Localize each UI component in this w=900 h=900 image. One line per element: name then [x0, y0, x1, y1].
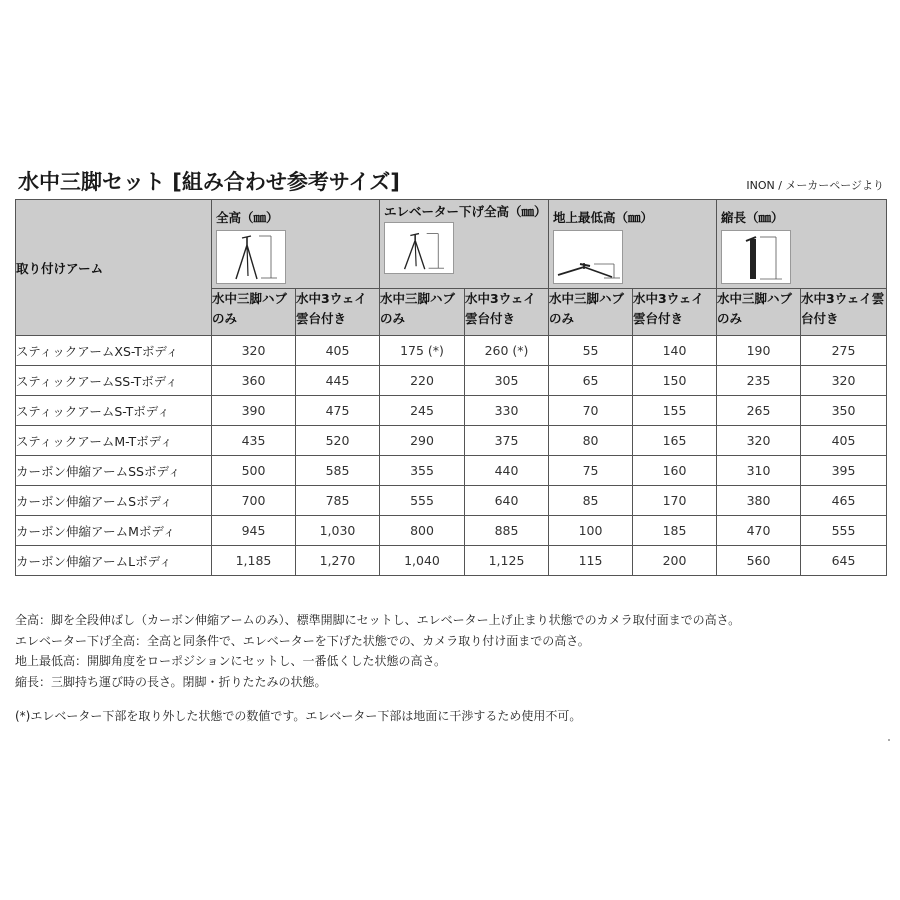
value-cell: 175 (*): [380, 336, 465, 366]
value-cell: 260 (*): [465, 336, 549, 366]
value-cell: 785: [296, 486, 380, 516]
value-cell: 170: [633, 486, 717, 516]
value-cell: 165: [633, 426, 717, 456]
value-cell: 1,030: [296, 516, 380, 546]
value-cell: 375: [465, 426, 549, 456]
value-cell: 800: [380, 516, 465, 546]
value-cell: 245: [380, 396, 465, 426]
group-header-full-height: [212, 200, 380, 289]
value-cell: 1,185: [212, 546, 296, 576]
value-cell: 440: [465, 456, 549, 486]
value-cell: 585: [296, 456, 380, 486]
group-label: 縮長（㎜）: [721, 210, 784, 225]
group-label: 全高（㎜）: [216, 210, 279, 225]
subheader-with-3way-head: 水中3ウェイ雲台付き: [296, 289, 380, 336]
value-cell: 290: [380, 426, 465, 456]
group-header-low-position: [549, 200, 717, 289]
subheader-hub-only: 水中三脚ハブのみ: [549, 289, 633, 336]
note-elevator-lowered: エレベーター下げ全高：全高と同条件で、エレベーターを下げた状態での、カメラ取り付け面までの高さ。: [15, 633, 590, 648]
arm-name-cell: スティックアームSS-Tボディ: [16, 366, 212, 396]
value-cell: 435: [212, 426, 296, 456]
source-credit: INON / メーカーページより: [746, 179, 884, 192]
note-full-height: 全高：脚を全段伸ばし（カーボン伸縮アームのみ）、標準開脚にセットし、エレベーター上げ止まり状態でのカメラ取付面までの高さ。: [15, 613, 741, 627]
value-cell: 190: [717, 336, 801, 366]
value-cell: 160: [633, 456, 717, 486]
value-cell: 390: [212, 396, 296, 426]
tripod-elevator-lowered-diagram: [384, 222, 454, 274]
group-header-elevator-lowered: [380, 200, 549, 289]
subheader-with-3way-head: 水中3ウェイ雲台付き: [465, 289, 549, 336]
value-cell: 115: [549, 546, 633, 576]
arm-name-cell: カーボン伸縮アームLボディ: [16, 546, 212, 576]
value-cell: 360: [212, 366, 296, 396]
value-cell: 85: [549, 486, 633, 516]
value-cell: 380: [717, 486, 801, 516]
value-cell: 520: [296, 426, 380, 456]
value-cell: 465: [801, 486, 887, 516]
value-cell: 470: [717, 516, 801, 546]
value-cell: 645: [801, 546, 887, 576]
size-spec-table: [15, 199, 887, 576]
table-row: [16, 516, 887, 546]
table-row: [16, 426, 887, 456]
subheader-with-3way-head: 水中3ウェイ雲台付き: [801, 289, 887, 336]
subheader-hub-only: 水中三脚ハブのみ: [380, 289, 465, 336]
table-row: [16, 336, 887, 366]
value-cell: 475: [296, 396, 380, 426]
tripod-full-height-diagram: [216, 230, 286, 284]
value-cell: 885: [465, 516, 549, 546]
arm-header-label: 取り付けアーム: [16, 260, 104, 276]
arm-name-cell: カーボン伸縮アームSSボディ: [16, 456, 212, 486]
note-folded-length: 縮長：三脚持ち運び時の長さ。閉脚・折りたたみの状態。: [15, 674, 327, 689]
arm-column-header: [16, 200, 212, 336]
value-cell: 500: [212, 456, 296, 486]
value-cell: 65: [549, 366, 633, 396]
value-cell: 235: [717, 366, 801, 396]
value-cell: 200: [633, 546, 717, 576]
arm-name-cell: スティックアームS-Tボディ: [16, 396, 212, 426]
value-cell: 320: [801, 366, 887, 396]
arm-name-cell: カーボン伸縮アームMボディ: [16, 516, 212, 546]
value-cell: 560: [717, 546, 801, 576]
value-cell: 320: [717, 426, 801, 456]
table-row: [16, 396, 887, 426]
value-cell: 55: [549, 336, 633, 366]
value-cell: 150: [633, 366, 717, 396]
value-cell: 640: [465, 486, 549, 516]
value-cell: 1,270: [296, 546, 380, 576]
value-cell: 220: [380, 366, 465, 396]
value-cell: 100: [549, 516, 633, 546]
value-cell: 355: [380, 456, 465, 486]
arm-name-cell: カーボン伸縮アームSボディ: [16, 486, 212, 516]
value-cell: 395: [801, 456, 887, 486]
group-label: 地上最低高（㎜）: [553, 210, 654, 225]
value-cell: 700: [212, 486, 296, 516]
value-cell: 320: [212, 336, 296, 366]
value-cell: 330: [465, 396, 549, 426]
value-cell: 945: [212, 516, 296, 546]
subheader-with-3way-head: 水中3ウェイ雲台付き: [633, 289, 717, 336]
stray-dot: [888, 739, 890, 741]
value-cell: 155: [633, 396, 717, 426]
value-cell: 310: [717, 456, 801, 486]
arm-name-cell: スティックアームM-Tボディ: [16, 426, 212, 456]
tripod-low-position-diagram: [553, 230, 623, 284]
tripod-folded-diagram: [721, 230, 791, 284]
value-cell: 80: [549, 426, 633, 456]
value-cell: 405: [801, 426, 887, 456]
value-cell: 1,040: [380, 546, 465, 576]
value-cell: 445: [296, 366, 380, 396]
group-header-folded-length: [717, 200, 887, 289]
value-cell: 275: [801, 336, 887, 366]
table-row: [16, 546, 887, 576]
table-row: [16, 456, 887, 486]
note-low-position: 地上最低高：開脚角度をローポジションにセットし、一番低くした状態の高さ。: [15, 654, 446, 668]
group-label: エレベーター下げ全高（㎜）: [384, 204, 547, 219]
page-title: 水中三脚セット [組み合わせ参考サイズ]: [18, 170, 400, 194]
value-cell: 350: [801, 396, 887, 426]
value-cell: 265: [717, 396, 801, 426]
arm-name-cell: スティックアームXS-Tボディ: [16, 336, 212, 366]
subheader-hub-only: 水中三脚ハブのみ: [212, 289, 296, 336]
value-cell: 405: [296, 336, 380, 366]
definition-notes: [15, 610, 740, 692]
value-cell: 555: [380, 486, 465, 516]
value-cell: 305: [465, 366, 549, 396]
value-cell: 70: [549, 396, 633, 426]
value-cell: 185: [633, 516, 717, 546]
value-cell: 140: [633, 336, 717, 366]
value-cell: 75: [549, 456, 633, 486]
table-row: [16, 366, 887, 396]
value-cell: 555: [801, 516, 887, 546]
asterisk-footnote: (*)エレベーター下部を取り外した状態での数値です。エレベーター下部は地面に干渉するため使用不可。: [15, 709, 582, 723]
table-row: [16, 486, 887, 516]
value-cell: 1,125: [465, 546, 549, 576]
subheader-hub-only: 水中三脚ハブのみ: [717, 289, 801, 336]
